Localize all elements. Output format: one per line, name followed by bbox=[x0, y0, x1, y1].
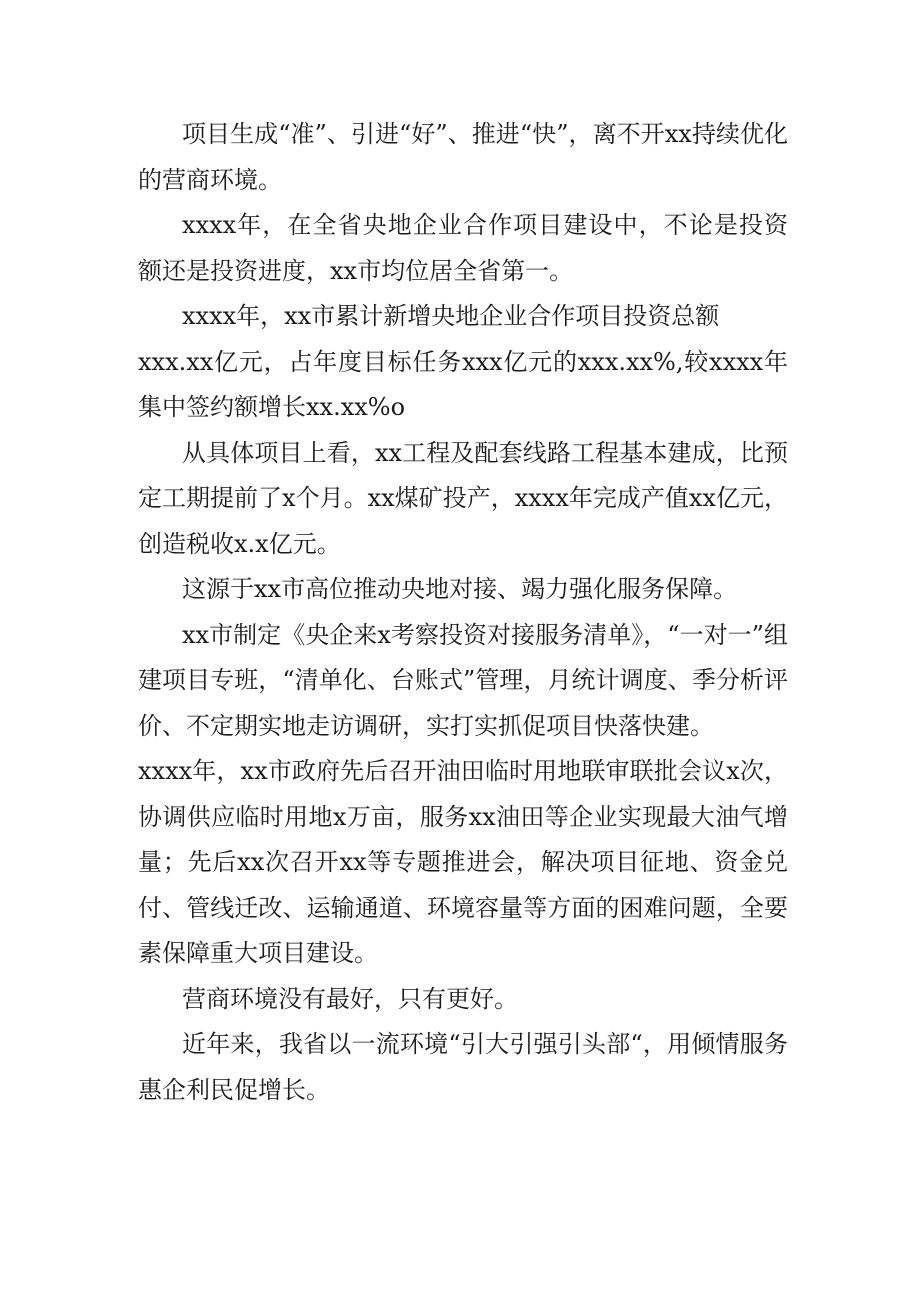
paragraph-9: 营商环境没有最好，只有更好。 bbox=[182, 984, 518, 1013]
paragraph-10: 近年来，我省以一流环境“引大引强引头部“，用倾情服务惠企利民促增长。 bbox=[138, 1030, 788, 1104]
document-body bbox=[138, 112, 788, 1113]
paragraph-6: 这源于xx市高位推动央地对接、竭力强化服务保障。 bbox=[182, 575, 738, 603]
paragraph-8: xxxx年，xx市政府先后召开油田临时用地联审联批会议x次，协调供应临时用地x万亩，服务xx油田等企业实现最大油气增量；先后xx次召开xx等专题推进会，解决项目征地、资金兑付、管线迁改、运输通道、环境容量等方面的困难问题，全要素保障重大项目建设。 bbox=[138, 757, 788, 967]
paragraph-3: xxxx年，xx市累计新增央地企业合作项目投资总额 bbox=[182, 302, 720, 330]
paragraph-4: xxx.xx亿元，占年度目标任务xxx亿元的xxx.xx%,较xxxx年集中签约额增长xx.xx%o bbox=[138, 347, 788, 421]
paragraph-7: xx市制定《央企来x考察投资对接服务清单》，“一对一”组建项目专班，“清单化、台账式”管理，月统计调度、季分析评价、不定期实地走访调研，实打实抓促项目快落快建。 bbox=[138, 620, 788, 740]
paragraph-5: 从具体项目上看，xx工程及配套线路工程基本建成，比预定工期提前了x个月。xx煤矿投产，xxxx年完成产值xx亿元，创造税收x.x亿元。 bbox=[138, 438, 788, 558]
paragraph-2: xxxx年，在全省央地企业合作项目建设中，不论是投资额还是投资进度，xx市均位居全省第一。 bbox=[138, 211, 788, 285]
paragraph-1: 项目生成“准”、引进“好”、推进“快”，离不开xx持续优化的营商环境。 bbox=[138, 120, 788, 194]
